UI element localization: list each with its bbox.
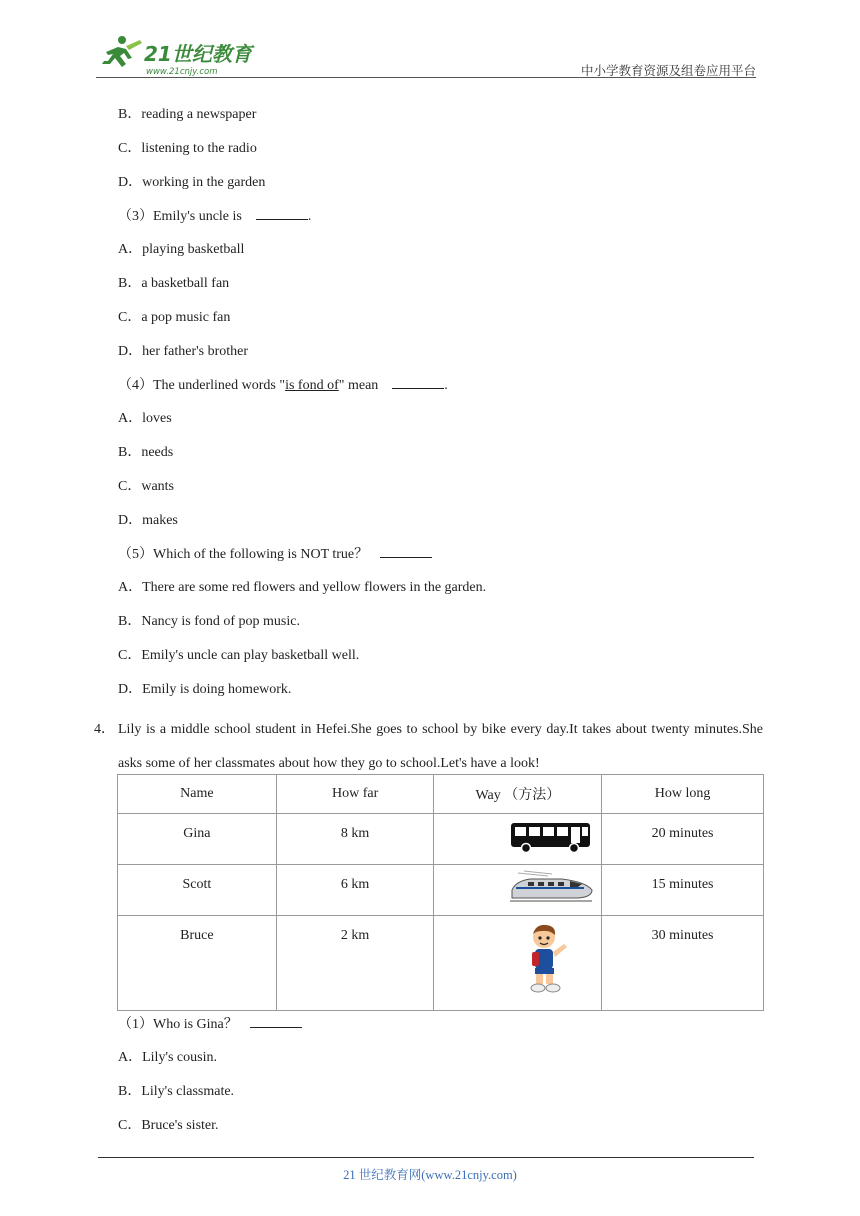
answer-blank xyxy=(392,375,444,389)
cell-long: 15 minutes xyxy=(602,865,764,916)
answer-blank xyxy=(256,206,308,220)
answer-blank xyxy=(250,1014,302,1028)
cell-way xyxy=(434,916,602,1011)
underlined-phrase: is fond of xyxy=(285,378,339,393)
table-header: How far xyxy=(276,775,434,814)
cell-way xyxy=(434,814,602,865)
option-line: B．Nancy is fond of pop music. xyxy=(118,614,300,629)
cell-far: 6 km xyxy=(276,865,434,916)
option-line: C．Emily's uncle can play basketball well. xyxy=(118,648,360,663)
option-line: D．Emily is doing homework. xyxy=(118,682,292,697)
question-line: （1）Who is Gina？ xyxy=(118,1014,302,1035)
cell-name: Bruce xyxy=(118,916,277,1011)
cell-way xyxy=(434,865,602,916)
option-line: C．wants xyxy=(118,479,174,494)
option-line: C．listening to the radio xyxy=(118,141,257,156)
transport-table xyxy=(117,774,764,1011)
cell-name: Scott xyxy=(118,865,277,916)
table-header: How long xyxy=(602,775,764,814)
option-line: B．a basketball fan xyxy=(118,276,230,291)
option-line: C．Bruce's sister. xyxy=(118,1118,219,1133)
option-line: A．loves xyxy=(118,411,172,426)
svg-text:www.21cnjy.com: www.21cnjy.com xyxy=(146,67,218,76)
answer-blank xyxy=(380,544,432,558)
option-line: D．working in the garden xyxy=(118,175,266,190)
table-row xyxy=(118,814,764,865)
table-header: Name xyxy=(118,775,277,814)
table-row xyxy=(118,865,764,916)
option-line: C．a pop music fan xyxy=(118,310,231,325)
option-line: A．playing basketball xyxy=(118,242,245,257)
cell-far: 2 km xyxy=(276,916,434,1011)
train-icon xyxy=(508,870,594,906)
question-line: （4）The underlined words "is fond of" mean . xyxy=(118,375,448,396)
header-platform-text: 中小学教育资源及组卷应用平台 xyxy=(580,63,756,78)
question-number: 4． xyxy=(94,722,115,737)
option-line: B．needs xyxy=(118,445,174,460)
cell-long: 30 minutes xyxy=(602,916,764,1011)
question-4-passage: 4． Lily is a middle school student in Hefei.She goes to school by bike every day.It takes about twenty minutes.She asks some of her classmates about how they go to school.Let's have a look! xyxy=(118,713,763,781)
option-line: A．Lily's cousin. xyxy=(118,1050,217,1065)
option-line: B．reading a newspaper xyxy=(118,107,257,122)
option-line: A．There are some red flowers and yellow flowers in the garden. xyxy=(118,580,487,595)
question-line: （5）Which of the following is NOT true？ xyxy=(118,544,432,565)
cell-long: 20 minutes xyxy=(602,814,764,865)
cell-name: Gina xyxy=(118,814,277,865)
question-line: （3）Emily's uncle is . xyxy=(118,206,311,227)
logo-21cnjy xyxy=(96,34,296,76)
option-line: B．Lily's classmate. xyxy=(118,1084,235,1099)
footer-text: 21 世纪教育网(www.21cnjy.com) xyxy=(343,1168,517,1182)
bus-icon xyxy=(510,821,592,853)
cell-far: 8 km xyxy=(276,814,434,865)
table-header: Way （方法） xyxy=(434,775,602,814)
option-line: D．makes xyxy=(118,513,178,528)
page-header xyxy=(96,30,756,78)
table-row xyxy=(118,916,764,1011)
svg-text:21世纪教育: 21世纪教育 xyxy=(144,42,252,66)
footer-divider xyxy=(98,1157,754,1158)
walking-boy-icon xyxy=(524,922,572,1006)
option-line: D．her father's brother xyxy=(118,344,249,359)
header-divider xyxy=(96,77,756,78)
